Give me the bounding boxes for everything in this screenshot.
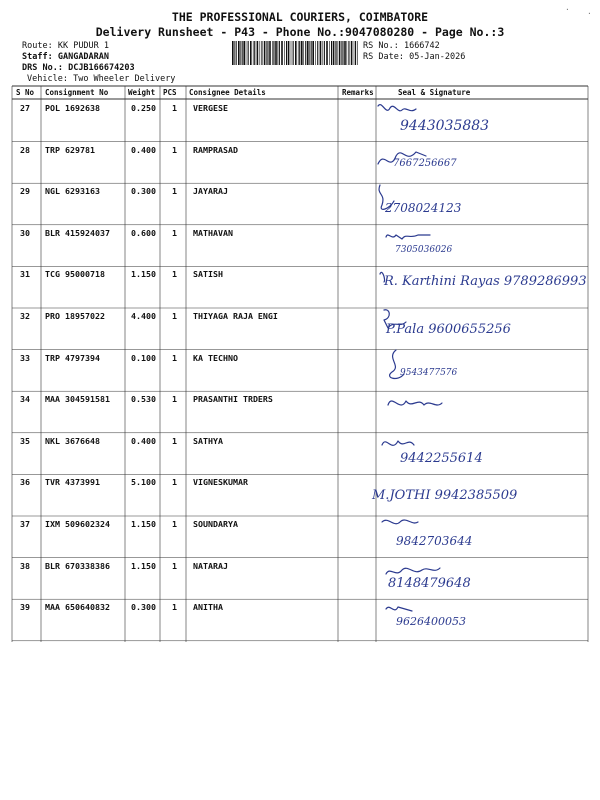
cell-consignment: MAA 650640832: [45, 602, 110, 613]
route-value: KK PUDUR 1: [57, 41, 110, 51]
barcode-bar: [266, 41, 267, 65]
barcode-bar: [261, 41, 262, 65]
cell-consignment: MAA 304591581: [45, 394, 110, 405]
barcode-bar: [281, 41, 283, 65]
cell-weight: 0.250: [131, 103, 156, 113]
barcode-bar: [315, 41, 316, 65]
barcode-bar: [243, 41, 245, 65]
cell-sno: 31: [20, 269, 30, 280]
barcode-bar: [357, 41, 358, 65]
barcode-bar: [329, 41, 330, 65]
barcode-bar: [253, 41, 254, 65]
barcode-bar: [288, 41, 290, 65]
barcode-bar: [333, 41, 335, 65]
col-header-remarks: Remarks: [342, 88, 374, 97]
barcode-bar: [260, 41, 261, 65]
barcode-bar: [317, 41, 318, 65]
cell-pcs: 1: [172, 435, 177, 446]
cell-consignee: SATISH: [193, 269, 223, 280]
barcode-bar: [351, 41, 353, 65]
handwritten-note: 9626400053: [396, 615, 466, 629]
barcode-bar: [305, 41, 306, 65]
barcode-bar: [311, 41, 312, 65]
cell-pcs: 1: [172, 103, 177, 113]
barcode-bar: [273, 41, 274, 65]
scan-speck: ·: [587, 9, 592, 18]
barcode-bar: [293, 41, 294, 65]
barcode-bar: [348, 41, 349, 65]
cell-consignment: IXM 509602324: [45, 519, 110, 529]
barcode-bar: [272, 41, 273, 65]
cell-sno: 34: [20, 394, 30, 405]
drs-line: [22, 63, 135, 73]
barcode-bar: [250, 41, 252, 65]
cell-weight: 1.150: [131, 519, 156, 529]
cell-sno: 27: [20, 103, 30, 113]
cell-pcs: 1: [172, 227, 177, 238]
cell-consignee: VERGESE: [193, 103, 228, 113]
barcode-bar: [254, 41, 255, 65]
col-header-seal: Seal & Signature: [398, 88, 471, 97]
route-line: [22, 41, 109, 51]
cell-consignment: POL 1692638: [45, 103, 100, 113]
cell-consignment: BLR 415924037: [45, 227, 110, 238]
cell-sno: 38: [20, 560, 30, 571]
cell-weight: 1.150: [131, 560, 156, 571]
barcode-bar: [301, 41, 303, 65]
cell-weight: 1.150: [131, 269, 156, 280]
cell-weight: 0.530: [131, 394, 156, 405]
barcode-bar: [303, 41, 304, 65]
cell-weight: 0.600: [131, 227, 156, 238]
barcode-bar: [291, 41, 292, 65]
barcode-image: [232, 41, 358, 65]
route-label: Route:: [22, 41, 53, 51]
barcode-bar: [342, 41, 343, 65]
cell-pcs: 1: [172, 394, 177, 405]
barcode-bar: [354, 41, 355, 65]
vehicle-label: Vehicle:: [27, 74, 68, 84]
cell-weight: 0.400: [131, 144, 156, 155]
handwritten-note: 7305036026: [395, 244, 453, 255]
cell-pcs: 1: [172, 269, 177, 280]
barcode-bar: [339, 41, 341, 65]
cell-weight: 0.300: [131, 186, 156, 197]
barcode-bar: [355, 41, 356, 65]
cell-weight: 4.400: [131, 311, 156, 321]
cell-consignment: PRO 18957022: [45, 311, 105, 321]
cell-pcs: 1: [172, 352, 177, 363]
barcode-bar: [347, 41, 348, 65]
barcode-bar: [335, 41, 336, 65]
barcode-bar: [324, 41, 325, 65]
barcode-bar: [248, 41, 249, 65]
cell-sno: 39: [20, 602, 30, 613]
barcode-bar: [295, 41, 297, 65]
staff-line: [22, 52, 109, 62]
handwritten-note: M.JOTHI 9942385509: [372, 488, 518, 504]
barcode-bar: [269, 41, 271, 65]
cell-sno: 28: [20, 144, 30, 155]
rs-date-label: RS Date:: [363, 52, 404, 62]
cell-consignee: SOUNDARYA: [193, 519, 238, 529]
barcode-bar: [309, 41, 310, 65]
handwritten-note: P.Pala 9600655256: [386, 322, 511, 337]
cell-pcs: 1: [172, 477, 177, 488]
cell-sno: 37: [20, 519, 30, 529]
barcode-bar: [236, 41, 237, 65]
handwritten-note: 2708024123: [385, 201, 462, 216]
cell-sno: 36: [20, 477, 30, 488]
drs-value: DCJB166674203: [68, 63, 135, 73]
rs-no-value: 1666742: [403, 41, 440, 51]
barcode-bar: [234, 41, 235, 65]
cell-consignment: NKL 3676648: [45, 435, 100, 446]
cell-pcs: 1: [172, 311, 177, 321]
handwritten-note: 8148479648: [388, 575, 471, 591]
barcode-bar: [299, 41, 300, 65]
handwritten-note: 9443035883: [400, 118, 490, 134]
cell-pcs: 1: [172, 519, 177, 529]
cell-consignment: TVR 4373991: [45, 477, 100, 488]
cell-weight: 0.300: [131, 602, 156, 613]
barcode-bar: [242, 41, 243, 65]
cell-weight: 5.100: [131, 477, 156, 488]
barcode-bar: [326, 41, 328, 65]
drs-label: DRS No.:: [22, 63, 63, 73]
barcode-bar: [278, 41, 279, 65]
cell-consignee: JAYARAJ: [193, 186, 228, 197]
handwritten-note: R. Karthini Rayas 9789286993: [384, 274, 587, 290]
barcode-bar: [341, 41, 342, 65]
staff-value: GANGADARAN: [57, 52, 110, 62]
cell-consignee: RAMPRASAD: [193, 144, 238, 155]
cell-pcs: 1: [172, 186, 177, 197]
barcode-bar: [275, 41, 277, 65]
cell-sno: 33: [20, 352, 30, 363]
barcode-bar: [264, 41, 266, 65]
cell-consignee: VIGNESKUMAR: [193, 477, 248, 488]
barcode-bar: [307, 41, 309, 65]
cell-consignee: KA TECHNO: [193, 352, 238, 363]
barcode-bar: [267, 41, 268, 65]
barcode-bar: [284, 41, 285, 65]
company-title: THE PROFESSIONAL COURIERS, COIMBATORE: [171, 10, 429, 24]
cell-sno: 35: [20, 435, 30, 446]
scan-speck: ·: [565, 5, 570, 14]
handwritten-note: 7667256667: [393, 157, 457, 169]
cell-consignment: BLR 670338386: [45, 560, 110, 571]
barcode-bar: [320, 41, 322, 65]
cell-weight: 0.400: [131, 435, 156, 446]
barcode-bar: [238, 41, 240, 65]
handwritten-note: 9442255614: [400, 450, 483, 466]
rs-date-line: [363, 52, 465, 62]
col-header-consignment: Consignment No: [45, 88, 109, 97]
signature-image: [372, 391, 590, 431]
handwritten-note: 9842703644: [396, 534, 473, 548]
cell-consignment: TRP 4797394: [45, 352, 100, 363]
cell-consignee: PRASANTHI TRDERS: [193, 394, 273, 405]
cell-consignee: MATHAVAN: [193, 227, 233, 238]
cell-weight: 0.100: [131, 352, 156, 363]
handwritten-note: 9543477576: [400, 367, 458, 378]
barcode-bar: [279, 41, 280, 65]
barcode-bar: [257, 41, 259, 65]
barcode-bar: [312, 41, 314, 65]
col-header-weight: Weight: [128, 88, 156, 97]
vehicle-value: Two Wheeler Delivery: [73, 74, 176, 84]
cell-consignee: ANITHA: [193, 602, 223, 613]
rs-no-label: RS No.:: [363, 41, 399, 51]
barcode-bar: [344, 41, 346, 65]
cell-sno: 32: [20, 311, 30, 321]
barcode-bar: [322, 41, 323, 65]
barcode-bar: [286, 41, 287, 65]
staff-label: Staff:: [22, 52, 53, 62]
barcode-bar: [246, 41, 247, 65]
cell-consignee: NATARAJ: [193, 560, 228, 571]
col-header-sno: S No: [16, 88, 35, 97]
vehicle-line: [27, 74, 175, 84]
col-header-consignee: Consignee Details: [189, 88, 266, 97]
cell-consignment: TRP 629781: [45, 144, 95, 155]
rs-date-value: 05-Jan-2026: [409, 52, 466, 62]
cell-consignee: THIYAGA RAJA ENGI: [193, 311, 278, 321]
barcode-bar: [240, 41, 241, 65]
cell-sno: 30: [20, 227, 30, 238]
cell-consignment: TCG 95000718: [45, 269, 105, 280]
rs-no-line: [363, 41, 440, 51]
barcode-bar: [331, 41, 332, 65]
cell-pcs: 1: [172, 602, 177, 613]
col-header-pcs: PCS: [163, 88, 177, 97]
cell-pcs: 1: [172, 560, 177, 571]
barcode-bar: [336, 41, 337, 65]
barcode-bar: [298, 41, 299, 65]
barcode-bar: [232, 41, 234, 65]
cell-sno: 29: [20, 186, 30, 197]
cell-consignee: SATHYA: [193, 435, 223, 446]
cell-consignment: NGL 6293163: [45, 186, 100, 197]
cell-pcs: 1: [172, 144, 177, 155]
runsheet-subtitle: Delivery Runsheet - P43 - Phone No.:9047080280 - Page No.:3: [95, 25, 505, 39]
